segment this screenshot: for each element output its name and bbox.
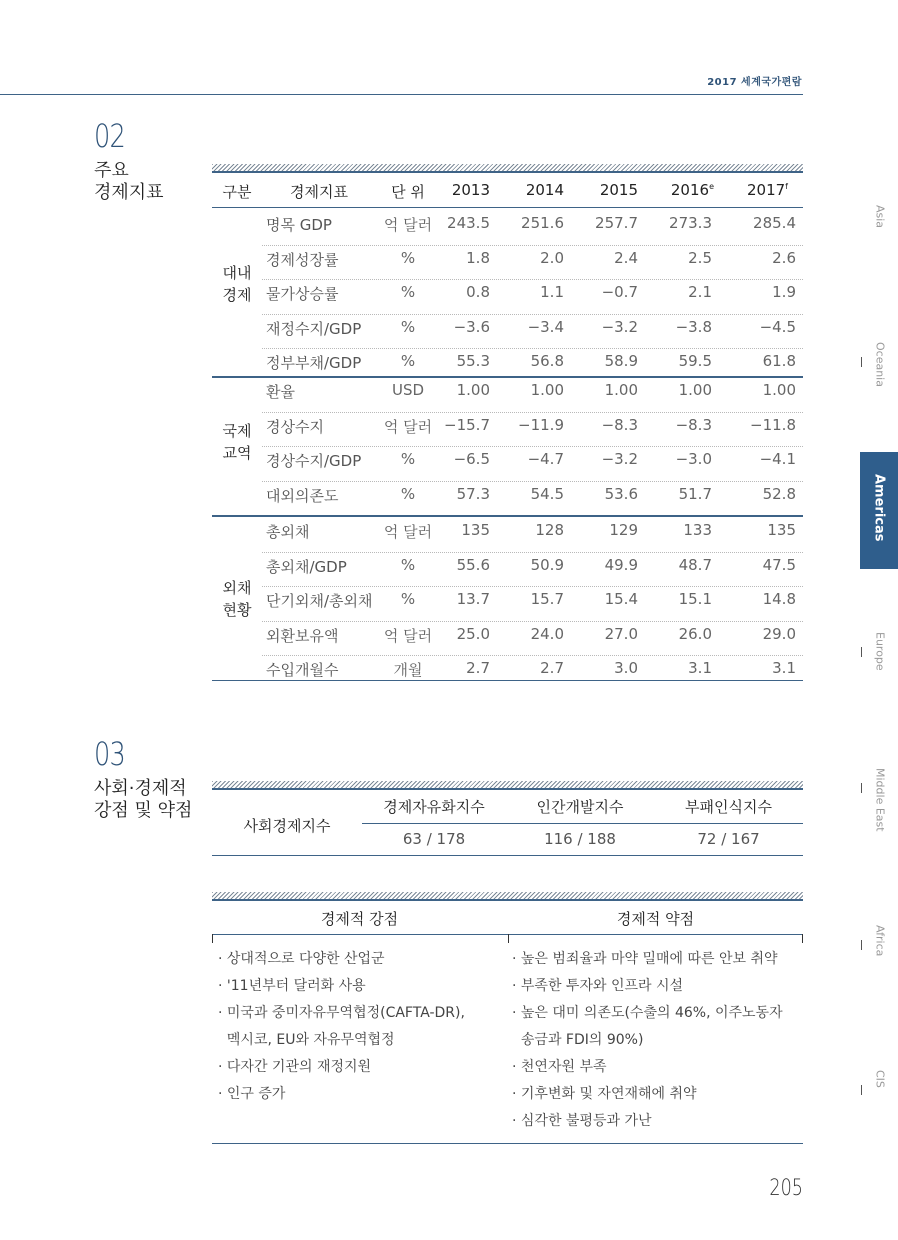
indicator-value: 49.9 [604,555,638,574]
indicator-value: 133 [683,521,712,539]
section-02-title-line2: 경제지표 [94,182,164,203]
indicator-value: 51.7 [678,484,712,503]
list-item: 멕시코, EU와 자유무역협정 [218,1032,395,1048]
header-rule [0,94,803,95]
section-03-number: 03 [94,735,125,773]
indicator-value: −8.3 [601,415,638,434]
sw-top-rule [212,899,803,901]
sidebar-tick [861,357,862,367]
group-separator [212,376,803,378]
indicator-value: −3.2 [601,317,638,336]
group-label-line2: 현황 [222,601,252,619]
indicator-value: 1.1 [540,283,564,301]
indicator-value: 3.1 [688,659,712,677]
index-hatch-bar [212,781,803,788]
page-number: 205 [769,1176,803,1201]
sidebar-tab-europe[interactable]: Europe [873,632,887,671]
col-header-indicator: 경제지표 [290,183,348,201]
indicator-value: −3.4 [527,317,564,336]
indicator-value: 2.0 [540,248,564,267]
indicator-value: 2.6 [772,248,796,267]
group-label-line2: 교역 [222,444,252,462]
col-header-2016-sup: e [709,182,714,191]
indicator-unit: % [400,283,416,301]
indicator-value: −15.7 [444,415,490,434]
indicator-value: 15.1 [678,590,712,608]
indicator-value: 48.7 [678,555,712,574]
row-divider [262,314,803,315]
indicator-value: 285.4 [753,214,796,232]
indicator-value: −4.7 [527,450,564,468]
sidebar-tab-label: Americas [871,474,887,542]
running-header-title: 2017 세계국가편람 [707,77,802,88]
group-label-line1: 외채 [222,579,252,597]
indicator-value: 135 [461,521,490,539]
row-divider [262,245,803,246]
col-header-2013: 2013 [451,181,490,199]
indicator-value: 1.00 [530,381,564,399]
sw-tick-left [212,934,213,943]
index-name-hdi: 인간개발지수 [536,798,624,816]
strengths-heading: 경제적 강점 [320,910,399,928]
table-bottom-rule [212,680,803,681]
indicator-value: 50.9 [530,555,564,574]
list-item: · 상대적으로 다양한 산업군 [218,951,385,967]
table-hatch-bar [212,164,803,171]
col-header-2016 [658,181,714,199]
row-divider [262,412,803,413]
indicator-value: 0.8 [466,283,490,301]
indicator-value: 3.0 [614,659,638,677]
indicator-value: 2.7 [466,659,490,677]
list-item: · 높은 대미 의존도(수출의 46%, 이주노동자 [512,1005,783,1021]
indicator-unit: USD [391,381,425,399]
list-item: · 기후변화 및 자연재해에 취약 [512,1086,697,1102]
indicator-unit: % [400,484,416,503]
sidebar-tick [861,1085,862,1095]
list-item: · 인구 증가 [218,1086,286,1102]
indicator-value: 53.6 [604,484,638,503]
col-header-2015: 2015 [599,181,638,199]
index-value-hdi: 116 / 188 [544,830,616,848]
indicator-value: 59.5 [678,352,712,370]
row-divider [262,655,803,656]
indicator-unit: % [400,317,416,336]
indicator-value: 1.00 [456,381,490,399]
indicator-value: 1.00 [762,381,796,399]
indicator-name: 단기외채/총외채 [266,592,373,610]
section-02-title [94,160,164,204]
indicator-name: 총외채 [266,523,310,541]
indicator-value: 243.5 [447,214,490,232]
indicator-name: 경상수지 [266,417,324,436]
index-name-cpi: 부패인식지수 [685,798,772,816]
sw-bottom-rule [212,1143,803,1144]
sw-hatch-bar [212,892,803,899]
indicator-name: 명목 GDP [266,216,332,234]
indicator-value: 1.8 [466,248,490,267]
sidebar-tab-middle-east[interactable]: Middle East [873,768,887,832]
indicator-value: 52.8 [762,484,796,503]
sw-tick-right [802,934,803,943]
indicator-unit: 개월 [393,661,423,679]
indicator-value: 57.3 [456,484,490,503]
indicator-unit: 억 달러 [383,216,433,234]
col-header-2014: 2014 [525,181,564,199]
col-header-2017-sup: f [785,182,788,191]
indicator-value: −3.0 [675,450,712,468]
indicator-value: −11.8 [750,415,796,434]
indicator-unit: 억 달러 [383,523,433,541]
col-header-unit: 단 위 [391,183,425,201]
indicator-value: 15.4 [604,590,638,608]
list-item: · 다자간 기관의 재정지원 [218,1059,372,1075]
indicator-value: −4.5 [759,317,796,336]
indicator-value: −3.8 [675,317,712,336]
group-label-trade [212,420,262,464]
row-divider [262,552,803,553]
weaknesses-heading: 경제적 약점 [616,910,695,928]
indicator-value: 1.00 [678,381,712,399]
col-header-group: 구분 [222,183,252,201]
section-03-title [94,778,192,822]
indicator-value: 55.6 [456,555,490,574]
indicator-value: 129 [609,521,638,539]
col-header-2017 [732,181,788,199]
list-item: · 미국과 중미자유무역협정(CAFTA-DR), [218,1005,465,1021]
indicator-unit: 억 달러 [383,626,433,645]
list-item: 송금과 FDI의 90%) [512,1032,644,1048]
indicator-name: 환율 [266,383,295,401]
list-item: · 높은 범죄율과 마약 밀매에 따른 안보 취약 [512,951,778,967]
indicator-value: 27.0 [604,624,638,643]
group-separator [212,515,803,517]
indicator-value: 25.0 [456,624,490,643]
indicator-unit: % [400,450,416,468]
index-mid-rule [362,823,803,824]
indicator-unit: % [400,555,416,574]
socioeconomic-index-label: 사회경제지수 [243,817,331,835]
group-label-line1: 국제 [222,422,252,440]
indicator-name: 총외채/GDP [266,557,347,576]
index-top-rule [212,788,803,790]
indicator-value: 251.6 [521,214,564,232]
sidebar-tab-asia[interactable]: Asia [873,205,887,229]
indicator-value: −3.6 [453,317,490,336]
indicator-name: 정부부채/GDP [266,354,362,372]
indicator-value: 135 [767,521,796,539]
indicator-name: 대외의존도 [266,486,339,505]
indicator-value: −8.3 [675,415,712,434]
indicator-value: 2.1 [688,283,712,301]
col-header-2016-year: 2016 [670,181,710,199]
index-value-cpi: 72 / 167 [697,830,760,848]
section-03-title-line2: 강점 및 약점 [94,800,193,821]
section-02-title-line1: 주요 [94,160,129,181]
indicator-value: 1.9 [772,283,796,301]
indicator-value: −3.2 [601,450,638,468]
indicator-value: 26.0 [678,624,712,643]
indicator-unit: 억 달러 [383,417,433,436]
sidebar-tick [861,647,862,657]
sidebar-tab-oceania[interactable]: Oceania [873,342,887,387]
indicator-name: 물가상승률 [266,285,339,303]
row-divider [262,481,803,482]
indicator-value: −4.1 [759,450,796,468]
row-divider [262,279,803,280]
indicator-unit: % [400,590,416,608]
indicator-unit: % [400,248,416,267]
header-bottom-rule [212,207,803,208]
indicator-value: −6.5 [453,450,490,468]
indicator-value: 1.00 [604,381,638,399]
indicator-name: 수입개월수 [266,661,339,679]
section-02-number: 02 [94,117,125,155]
section-03-title-line1: 사회·경제적 [94,778,187,799]
indicator-value: 56.8 [530,352,564,370]
row-divider [262,586,803,587]
indicator-value: 2.4 [614,248,638,267]
index-value-freedom: 63 / 178 [402,830,466,848]
indicator-value: 15.7 [530,590,564,608]
indicator-value: 257.7 [595,214,638,232]
group-label-line2: 경제 [222,286,252,304]
list-item: · '11년부터 달러화 사용 [218,978,366,994]
group-label-domestic [212,262,262,306]
row-divider [262,446,803,447]
indicator-value: 24.0 [530,624,564,643]
indicator-value: 273.3 [669,214,712,232]
sidebar-tab-africa[interactable]: Africa [873,925,887,957]
indicator-unit: % [400,352,416,370]
sidebar-tick [861,783,862,793]
indicator-value: 54.5 [530,484,564,503]
indicator-name: 재정수지/GDP [266,319,362,338]
indicator-name: 외환보유액 [266,626,339,645]
row-divider [262,348,803,349]
row-divider [262,621,803,622]
index-name-freedom: 경제자유화지수 [383,798,485,816]
indicator-value: 58.9 [604,352,638,370]
indicator-name: 경상수지/GDP [266,452,362,470]
table-top-rule [212,171,803,173]
col-header-2017-year: 2017 [746,181,786,199]
indicator-value: 13.7 [456,590,490,608]
sidebar-tab-americas[interactable] [860,452,898,569]
indicator-value: 3.1 [772,659,796,677]
sidebar-tick [861,940,862,950]
list-item: · 부족한 투자와 인프라 시설 [512,978,684,994]
indicator-value: 29.0 [762,624,796,643]
index-bottom-rule [212,855,803,856]
indicator-value: −0.7 [601,283,638,301]
indicator-value: 2.5 [688,248,712,267]
group-label-external-debt [212,577,262,621]
indicator-value: 14.8 [762,590,796,608]
indicator-value: 55.3 [456,352,490,370]
sidebar-tab-cis[interactable]: CIS [873,1070,887,1088]
group-label-line1: 대내 [222,264,252,282]
sw-tick-mid [508,934,509,943]
list-item: · 심각한 불평등과 가난 [512,1113,652,1129]
indicator-value: 47.5 [762,555,796,574]
list-item: · 천연자원 부족 [512,1059,607,1075]
indicator-name: 경제성장률 [266,250,339,269]
indicator-value: −11.9 [518,415,564,434]
indicator-value: 61.8 [762,352,796,370]
indicator-value: 128 [535,521,564,539]
indicator-value: 2.7 [540,659,564,677]
